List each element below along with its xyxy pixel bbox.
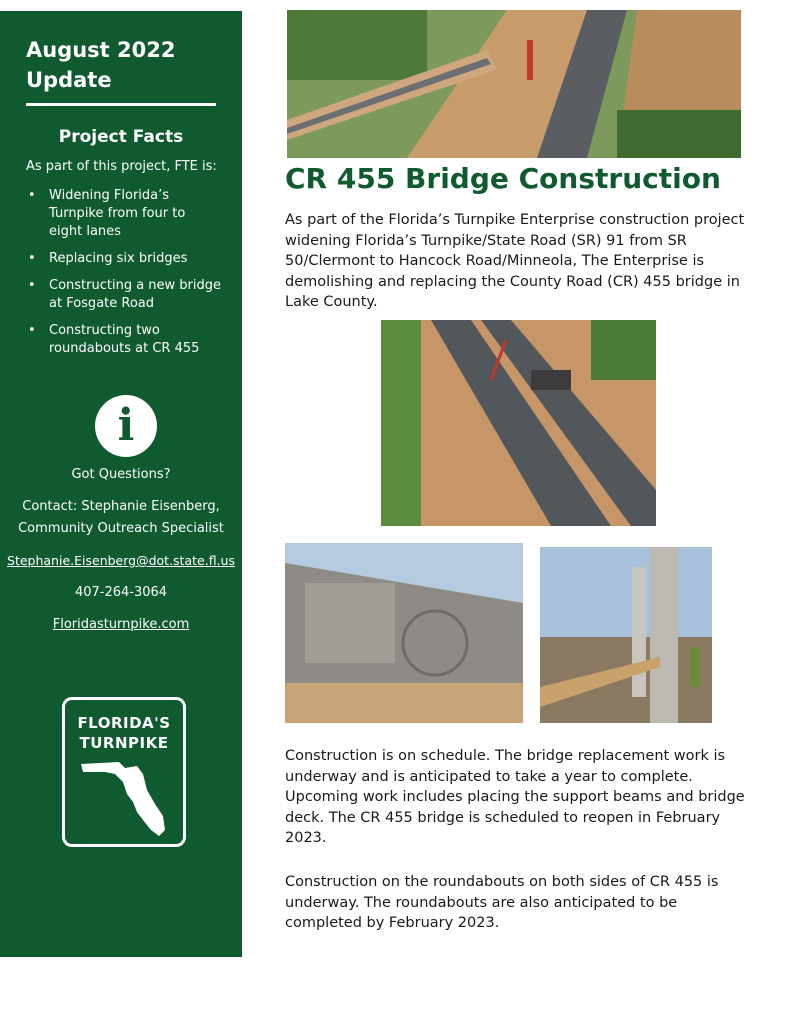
list-item: • Constructing two roundabouts at CR 455 <box>22 322 222 358</box>
bridge-work-photo <box>540 547 712 723</box>
florida-map-icon <box>79 752 171 838</box>
logo-line2: TURNPIKE <box>79 734 169 752</box>
update-title-month: August 2022 <box>26 38 176 62</box>
email-text[interactable]: Stephanie.Eisenberg@dot.state.fl.us <box>7 553 235 568</box>
floridas-turnpike-logo <box>62 697 186 847</box>
lake-county-wall-photo <box>285 543 523 723</box>
project-facts-heading: Project Facts <box>58 127 184 147</box>
bridge-aerial-photo <box>381 320 656 526</box>
project-facts-list <box>22 187 222 367</box>
intro-paragraph: As part of the Florida’s Turnpike Enterprise construction project widening Florida’s Turnpike/State Road (SR) 91 from SR 50/Clermont to Hancock Road/Minneola, The Enterprise is demolishing and replacing the County Road (CR) 455 bridge in Lake County. <box>285 212 745 310</box>
list-item: • Widening Florida’s Turnpike from four to eight lanes <box>22 187 222 241</box>
update-title <box>26 35 175 95</box>
contact-title: Community Outreach Specialist <box>18 521 224 536</box>
logo-line1: FLORIDA'S <box>77 714 171 732</box>
status-paragraph: Construction is on schedule. The bridge replacement work is underway and is anticipated to take a year to complete. Upcoming work includes placing the support beams and bridge deck. The CR 455 bridge is scheduled to reopen in February 2023. <box>285 748 745 846</box>
info-glyph: i <box>117 400 135 451</box>
info-icon <box>95 395 157 457</box>
contact-phone: 407-264-3064 <box>74 585 168 600</box>
sidebar <box>0 11 242 957</box>
list-item: • Replacing six bridges <box>22 250 222 268</box>
aerial-construction-photo <box>287 10 741 158</box>
title-divider <box>26 103 216 106</box>
list-item: • Constructing a new bridge at Fosgate Road <box>22 277 222 313</box>
page-title: CR 455 Bridge Construction <box>285 162 721 195</box>
questions-label: Got Questions? <box>71 467 171 482</box>
website-link[interactable] <box>0 617 242 632</box>
contact-email-link[interactable] <box>0 553 242 568</box>
roundabouts-paragraph: Construction on the roundabouts on both sides of CR 455 is underway. The roundabouts are also anticipated to be completed by February 2023. <box>285 874 719 931</box>
update-title-word: Update <box>26 68 112 92</box>
website-text[interactable]: Floridasturnpike.com <box>52 617 190 632</box>
contact-name: Contact: Stephanie Eisenberg, <box>22 499 220 514</box>
project-facts-intro: As part of this project, FTE is: <box>26 159 217 174</box>
